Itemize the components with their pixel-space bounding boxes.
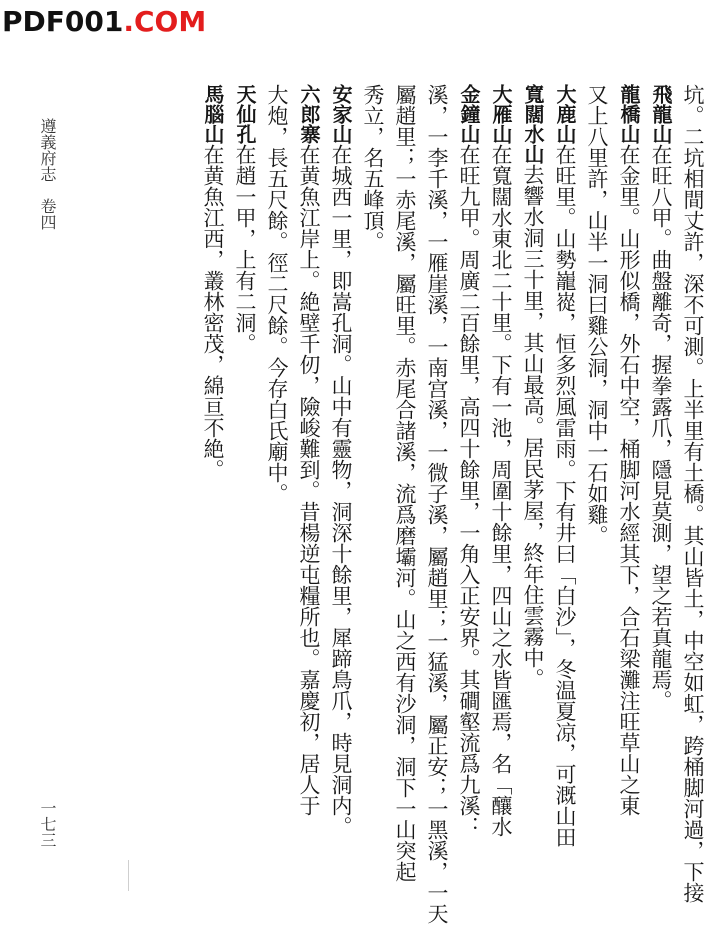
entry-text: 又上八里許，山半一洞曰雞公洞，洞中一石如雞。	[585, 84, 609, 546]
entry-text: 在寬闊水東北二十里。下有一池，周圍十餘里，四山之水皆匯焉，名「釀水	[489, 144, 513, 837]
page-number: 一七三	[38, 800, 57, 848]
entry-text: 在趙一甲，上有二洞。	[233, 144, 257, 354]
entry-heading: 大雁山	[489, 84, 513, 144]
watermark-prefix: PDF001	[2, 5, 124, 38]
entry-text: 在旺八甲。曲盤離奇，握拳露爪，隱見莫測，望之若真龍焉。	[649, 144, 673, 711]
entry-text: 去響水洞三十里，其山最高。居民茅屋，終年住雲霧中。	[521, 164, 545, 689]
entry-text: 大炮，長五尺餘。徑二尺餘。今存白氏廟中。	[265, 84, 289, 504]
entry-heading: 安家山	[329, 84, 353, 144]
entry-heading: 龍橋山	[617, 84, 641, 144]
text-column	[230, 84, 260, 926]
entry-heading: 大鹿山	[553, 84, 577, 144]
text-column	[326, 84, 356, 926]
entry-text: 屬趙里；一赤尾溪，屬旺里。赤尾合諸溪，流爲磨壩河。山之西有沙洞，洞下一山突起	[393, 84, 417, 882]
text-column	[646, 84, 676, 926]
entry-heading: 天仙孔	[233, 84, 257, 144]
entry-text: 在旺里。山勢巃嵸，恒多烈風雷雨。下有井曰「白沙」，冬温夏凉，可溉山田	[553, 144, 577, 848]
entry-text: 坑。二坑相間丈許，深不可測。上半里有土橋。其山皆土，中空如虹，跨桶脚河過，下接	[681, 84, 705, 903]
entry-text: 在城西一里，即嵩孔洞。山中有靈物，洞深十餘里，犀蹄鳥爪，時見洞内。	[329, 144, 353, 837]
entry-heading: 飛龍山	[649, 84, 673, 144]
text-column	[390, 84, 420, 926]
gutter-line	[128, 860, 129, 891]
text-column	[198, 84, 228, 926]
entry-text: 在金里。山形似橋，外石中空，桶脚河水經其下，合石梁灘注旺草山之東	[617, 144, 641, 816]
entry-heading: 六郎寨	[297, 84, 321, 144]
entry-text: 在黄魚江岸上。絶壁千仞，險峻難到。昔楊逆屯糧所也。嘉慶初，居人于	[297, 144, 321, 816]
entry-text: 在黄魚江西，叢林密茂，綿亘不絶。	[201, 144, 225, 480]
text-column	[486, 84, 516, 926]
text-column	[294, 84, 324, 926]
entry-text: 秀立，名五峰頂。	[361, 84, 385, 252]
watermark-suffix: .COM	[123, 5, 207, 38]
entry-text: 在旺九甲。周廣二百餘里，高四十餘里，一角入正安界。其磵壑流爲九溪：	[457, 144, 481, 837]
site-watermark	[2, 4, 206, 40]
document-page	[0, 36, 714, 924]
text-column	[358, 84, 388, 926]
text-column	[614, 84, 644, 926]
text-column	[582, 84, 612, 926]
entry-heading: 馬腦山	[201, 84, 225, 144]
text-column	[262, 84, 292, 926]
entry-text: 溪，一李千溪，一雁崖溪，一南宫溪，一微子溪，屬趙里；一猛溪，屬正安；一黑溪，一天	[425, 84, 449, 924]
text-column	[678, 84, 708, 926]
text-column	[550, 84, 580, 926]
book-title: 遵義府志 卷四	[38, 118, 57, 230]
text-column	[422, 84, 452, 926]
entry-heading: 金鐘山	[457, 84, 481, 144]
text-column	[454, 84, 484, 926]
entry-heading: 寬闊水山	[521, 84, 545, 164]
text-column	[518, 84, 548, 926]
